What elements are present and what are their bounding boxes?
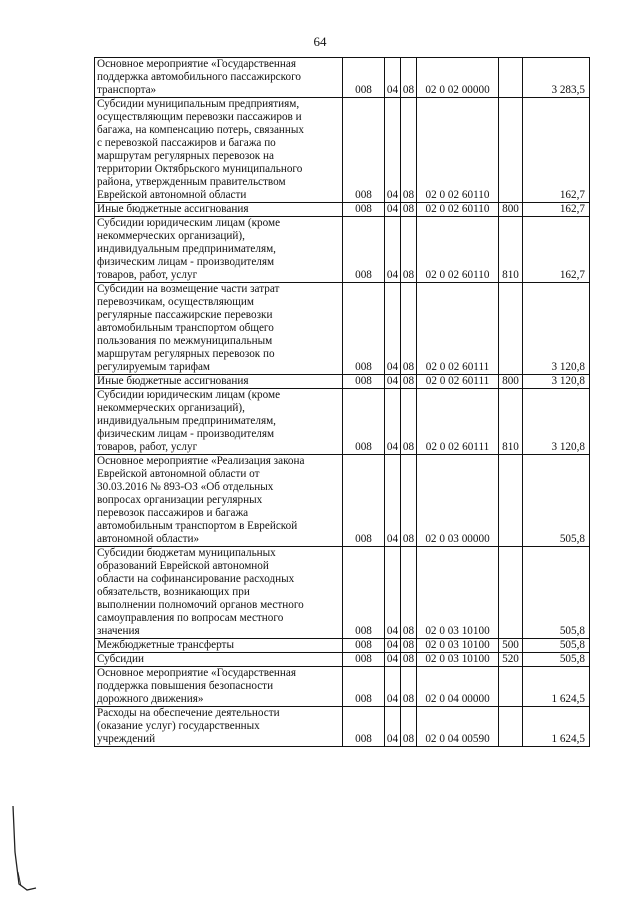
pr-code: 08	[401, 707, 417, 747]
vr-code	[499, 283, 523, 375]
rz-code: 04	[385, 389, 401, 455]
sum-value: 162,7	[523, 217, 590, 283]
csr-code: 02 0 03 10100	[417, 547, 499, 639]
table-row	[95, 547, 590, 639]
table-row	[95, 389, 590, 455]
vr-code	[499, 455, 523, 547]
table-row	[95, 217, 590, 283]
pr-code: 08	[401, 217, 417, 283]
sum-value: 1 624,5	[523, 707, 590, 747]
csr-code: 02 0 02 60111	[417, 375, 499, 389]
sum-value: 162,7	[523, 203, 590, 217]
vr-code	[499, 547, 523, 639]
row-name: Субсидии	[95, 653, 343, 667]
vr-code: 800	[499, 375, 523, 389]
table-row	[95, 639, 590, 653]
sum-value: 505,8	[523, 547, 590, 639]
sum-value: 3 283,5	[523, 58, 590, 98]
row-name: Иные бюджетные ассигнования	[95, 375, 343, 389]
csr-code: 02 0 04 00590	[417, 707, 499, 747]
csr-code: 02 0 02 60110	[417, 98, 499, 203]
rz-code: 04	[385, 455, 401, 547]
table-row	[95, 203, 590, 217]
row-name: Субсидии на возмещение части затрат перевозчикам, осуществляющим регулярные пассажирские перевозки автомобильным транспортом общего пользования по межмуниципальным маршрутам регулярных перевозок по регулируемым тарифам	[95, 283, 343, 375]
budget-table	[94, 57, 590, 747]
row-name: Субсидии юридическим лицам (кроме некоммерческих организаций), индивидуальным предпринимателям, физическим лицам - производителям товаров, работ, услуг	[95, 217, 343, 283]
gr-code: 008	[343, 547, 385, 639]
sum-value: 162,7	[523, 98, 590, 203]
table-row	[95, 667, 590, 707]
row-name: Основное мероприятие «Государственная поддержка автомобильного пассажирского транспорта»	[95, 58, 343, 98]
gr-code: 008	[343, 389, 385, 455]
pr-code: 08	[401, 283, 417, 375]
gr-code: 008	[343, 283, 385, 375]
vr-code	[499, 707, 523, 747]
gr-code: 008	[343, 653, 385, 667]
budget-table-body	[95, 58, 590, 747]
sum-value: 3 120,8	[523, 375, 590, 389]
rz-code: 04	[385, 375, 401, 389]
csr-code: 02 0 03 00000	[417, 455, 499, 547]
rz-code: 04	[385, 58, 401, 98]
pr-code: 08	[401, 547, 417, 639]
csr-code: 02 0 03 10100	[417, 653, 499, 667]
pr-code: 08	[401, 653, 417, 667]
rz-code: 04	[385, 653, 401, 667]
csr-code: 02 0 02 60110	[417, 203, 499, 217]
sum-value: 505,8	[523, 653, 590, 667]
row-name: Субсидии бюджетам муниципальных образований Еврейской автономной области на софинансирование расходных обязательств, возникающих при выполнении полномочий органов местного самоуправления по вопросам местного значения	[95, 547, 343, 639]
rz-code: 04	[385, 98, 401, 203]
table-row	[95, 653, 590, 667]
row-name: Субсидии муниципальным предприятиям, осуществляющим перевозки пассажиров и багажа, на компенсацию потерь, связанных с перевозкой пассажиров и багажа по маршрутам регулярных перевозок на территории Октябрьского муниципального района, утвержденным правительством Еврейской автономной области	[95, 98, 343, 203]
row-name: Субсидии юридическим лицам (кроме некоммерческих организаций), индивидуальным предпринимателям, физическим лицам - производителям товаров, работ, услуг	[95, 389, 343, 455]
table-row	[95, 58, 590, 98]
rz-code: 04	[385, 547, 401, 639]
rz-code: 04	[385, 639, 401, 653]
sum-value: 505,8	[523, 455, 590, 547]
rz-code: 04	[385, 707, 401, 747]
row-name: Межбюджетные трансферты	[95, 639, 343, 653]
gr-code: 008	[343, 455, 385, 547]
row-name: Расходы на обеспечение деятельности (оказание услуг) государственных учреждений	[95, 707, 343, 747]
pr-code: 08	[401, 98, 417, 203]
sum-value: 3 120,8	[523, 283, 590, 375]
csr-code: 02 0 02 00000	[417, 58, 499, 98]
margin-pen-mark	[0, 0, 60, 905]
csr-code: 02 0 04 00000	[417, 667, 499, 707]
gr-code: 008	[343, 58, 385, 98]
vr-code	[499, 98, 523, 203]
table-row	[95, 98, 590, 203]
rz-code: 04	[385, 217, 401, 283]
pr-code: 08	[401, 203, 417, 217]
vr-code: 800	[499, 203, 523, 217]
gr-code: 008	[343, 98, 385, 203]
row-name: Основное мероприятие «Реализация закона Еврейской автономной области от 30.03.2016 № 893-ОЗ «Об отдельных вопросах организации регулярных перевозок пассажиров и багажа автомобильным транспортом в Еврейской автономной области»	[95, 455, 343, 547]
vr-code	[499, 667, 523, 707]
page-number: 64	[313, 34, 327, 49]
pr-code: 08	[401, 455, 417, 547]
row-name: Иные бюджетные ассигнования	[95, 203, 343, 217]
table-row	[95, 707, 590, 747]
vr-code: 520	[499, 653, 523, 667]
pr-code: 08	[401, 389, 417, 455]
row-name: Основное мероприятие «Государственная поддержка повышения безопасности дорожного движения»	[95, 667, 343, 707]
gr-code: 008	[343, 203, 385, 217]
csr-code: 02 0 02 60110	[417, 217, 499, 283]
table-row	[95, 283, 590, 375]
sum-value: 505,8	[523, 639, 590, 653]
gr-code: 008	[343, 375, 385, 389]
sum-value: 3 120,8	[523, 389, 590, 455]
pr-code: 08	[401, 58, 417, 98]
pr-code: 08	[401, 375, 417, 389]
vr-code: 810	[499, 389, 523, 455]
csr-code: 02 0 02 60111	[417, 283, 499, 375]
gr-code: 008	[343, 639, 385, 653]
rz-code: 04	[385, 667, 401, 707]
gr-code: 008	[343, 667, 385, 707]
gr-code: 008	[343, 707, 385, 747]
pr-code: 08	[401, 639, 417, 653]
csr-code: 02 0 03 10100	[417, 639, 499, 653]
vr-code: 500	[499, 639, 523, 653]
rz-code: 04	[385, 283, 401, 375]
gr-code: 008	[343, 217, 385, 283]
vr-code: 810	[499, 217, 523, 283]
table-row	[95, 455, 590, 547]
rz-code: 04	[385, 203, 401, 217]
table-row	[95, 375, 590, 389]
vr-code	[499, 58, 523, 98]
pr-code: 08	[401, 667, 417, 707]
csr-code: 02 0 02 60111	[417, 389, 499, 455]
sum-value: 1 624,5	[523, 667, 590, 707]
